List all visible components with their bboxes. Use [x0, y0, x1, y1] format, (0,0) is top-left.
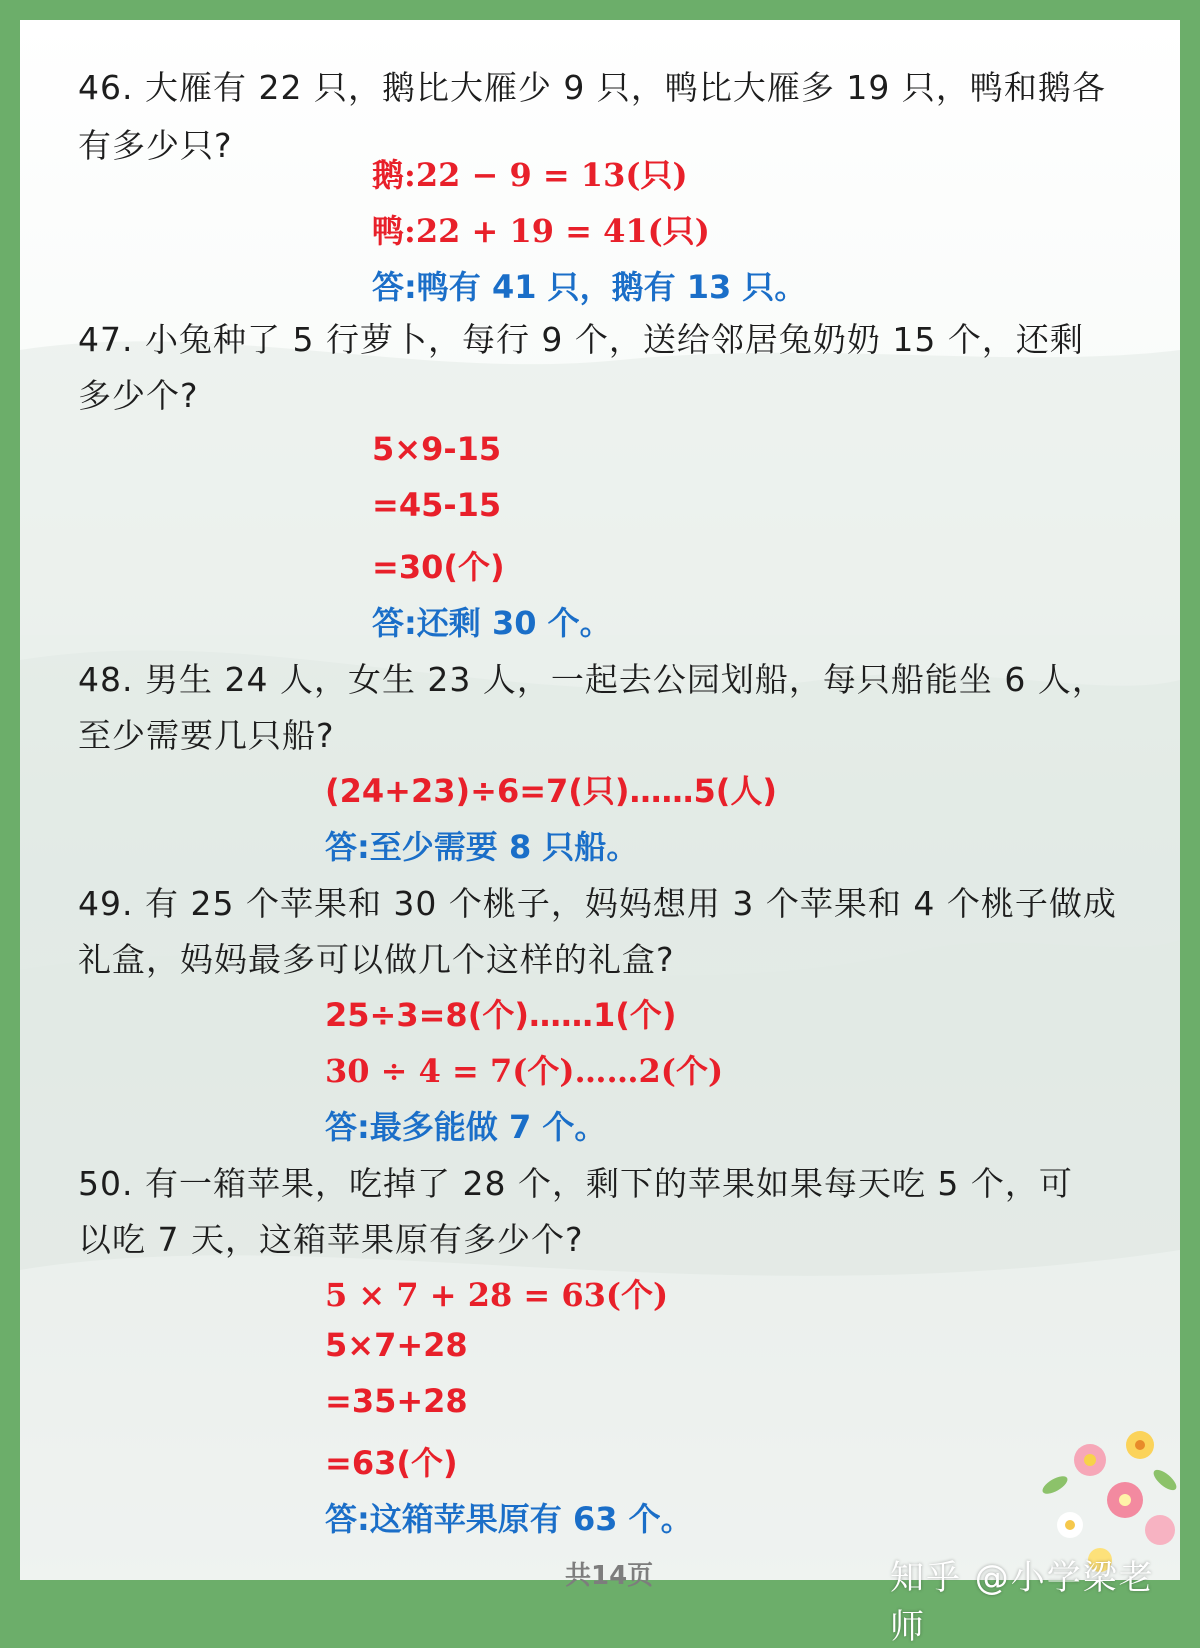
work-50-line-4: =63(个): [325, 1444, 458, 1482]
question-48-line-2: 至少需要几只船?: [78, 716, 335, 755]
work-50-line-3: =35+28: [325, 1382, 468, 1420]
answer-47: 答:还剩 30 个。: [372, 604, 612, 642]
question-50-line-1: 50. 有一箱苹果，吃掉了 28 个，剩下的苹果如果每天吃 5 个，可: [78, 1164, 1073, 1203]
answer-50: 答:这箱苹果原有 63 个。: [325, 1500, 693, 1538]
question-46-line-2: 有多少只?: [78, 126, 233, 165]
answer-48: 答:至少需要 8 只船。: [325, 828, 639, 866]
page-count: 共14页: [565, 1561, 654, 1591]
question-50-line-2: 以吃 7 天，这箱苹果原有多少个?: [78, 1220, 584, 1259]
work-49-line-1: 25÷3=8(个)……1(个): [325, 996, 677, 1034]
watermark: 知乎 @小学梁老师: [890, 1558, 1155, 1647]
work-47-line-3: =30(个): [372, 548, 505, 586]
work-50-line-1: 5 × 7 + 28 = 63(个): [325, 1276, 669, 1314]
work-50-line-2: 5×7+28: [325, 1326, 468, 1364]
work-47-line-1: 5×9-15: [372, 430, 502, 468]
work-49-line-2: 30 ÷ 4 = 7(个)……2(个): [325, 1052, 724, 1090]
question-47-line-1: 47. 小兔种了 5 行萝卜，每行 9 个，送给邻居兔奶奶 15 个，还剩: [78, 320, 1084, 359]
answer-49: 答:最多能做 7 个。: [325, 1108, 607, 1146]
work-46-line-2: 鸭:22 + 19 = 41(只): [372, 212, 710, 250]
question-49-line-2: 礼盒，妈妈最多可以做几个这样的礼盒?: [78, 940, 675, 979]
question-48-line-1: 48. 男生 24 人，女生 23 人，一起去公园划船，每只船能坐 6 人，: [78, 660, 1106, 699]
work-46-line-1: 鹅:22 − 9 = 13(只): [372, 156, 688, 194]
question-46-line-1: 46. 大雁有 22 只，鹅比大雁少 9 只，鸭比大雁多 19 只，鸭和鹅各: [78, 68, 1106, 107]
answer-46: 答:鸭有 41 只，鹅有 13 只。: [372, 268, 807, 306]
question-47-line-2: 多少个?: [78, 376, 199, 415]
work-48-line-1: (24+23)÷6=7(只)……5(人): [325, 772, 778, 810]
worksheet-page: [20, 20, 1180, 1647]
work-47-line-2: =45-15: [372, 486, 502, 524]
question-49-line-1: 49. 有 25 个苹果和 30 个桃子，妈妈想用 3 个苹果和 4 个桃子做成: [78, 884, 1117, 923]
